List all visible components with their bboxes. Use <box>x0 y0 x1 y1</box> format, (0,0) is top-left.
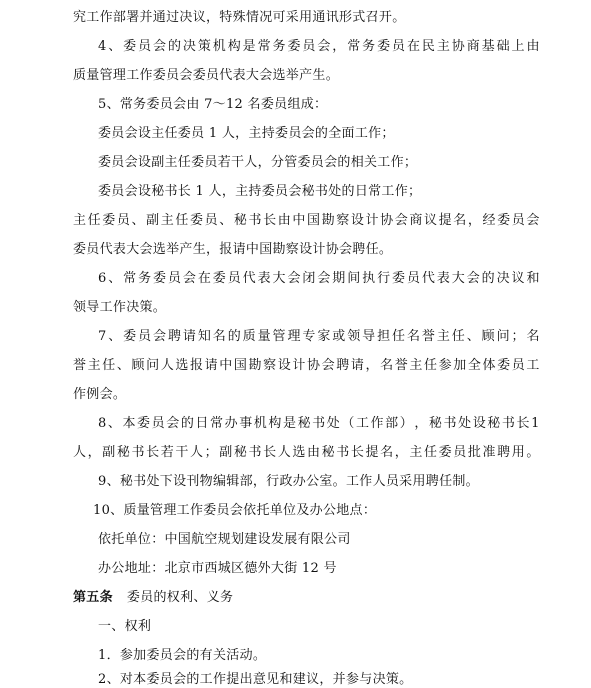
text-line: 10、质量管理工作委员会依托单位及办公地点： <box>93 503 377 518</box>
text-line: 委员会设主任委员 1 人，主持委员会的全面工作； <box>98 126 395 141</box>
text-line: 质量管理工作委员会委员代表大会选举产生。 <box>73 68 340 83</box>
text-line: 人 ， 副 秘 书 长 若 干 人 ； 副 秘 书 长 人 选 由 秘 书 长 提 名 ， 主 任 委 员 批 准 聘 用 。 <box>73 445 540 460</box>
text-line: 6 、 常 务 委 员 会 在 委 员 代 表 大 会 闭 会 期 间 执 行 委 员 代 表 大 会 的 决 议 和 <box>98 271 540 286</box>
text-line: 誉 主 任 、 顾 问 人 选 报 请 中 国 勘 察 设 计 协 会 聘 请 ， 名 誉 主 任 参 加 全 体 委 员 工 <box>73 358 540 373</box>
text-line: 9、秘书处下设刊物编辑部，行政办公室。工作人员采用聘任制。 <box>98 474 479 489</box>
text-line: 1．参加委员会的有关活动。 <box>98 648 267 663</box>
text-line: 委员会设秘书长 1 人，主持委员会秘书处的日常工作； <box>98 184 422 199</box>
text-line: 究工作部署并通过决议，特殊情况可采用通讯形式召开。 <box>73 10 406 25</box>
article-title: 委员的权利、义务 <box>126 590 234 605</box>
text-line: 依托单位：中国航空规划建设发展有限公司 <box>98 532 351 547</box>
text-line: 办公地址：北京市西城区德外大街 12 号 <box>98 561 337 576</box>
section-heading: 一、权利 <box>98 619 152 634</box>
text-line: 领导工作决策。 <box>73 300 167 315</box>
text-line: 7 、 委 员 会 聘 请 知 名 的 质 量 管 理 专 家 或 领 导 担 任 名 誉 主 任 、 顾 问 ； 名 <box>98 329 540 344</box>
text-line: 8 、 本 委 员 会 的 日 常 办 事 机 构 是 秘 书 处 （ 工 作 部 ） ， 秘 书 处 设 秘 书 长 1 <box>98 416 540 431</box>
text-line: 5、常务委员会由 7～12 名委员组成： <box>98 97 328 112</box>
text-line: 委员会设副主任委员若干人，分管委员会的相关工作； <box>98 155 418 170</box>
text-line: 主 任 委 员 、 副 主 任 委 员 、 秘 书 长 由 中 国 勘 察 设 计 协 会 商 议 提 名 ， 经 委 员 会 <box>73 213 540 228</box>
text-line: 2、对本委员会的工作提出意见和建议，并参与决策。 <box>98 672 413 687</box>
text-line: 4 、 委 员 会 的 决 策 机 构 是 常 务 委 员 会 ， 常 务 委 员 在 民 主 协 商 基 础 上 由 <box>98 39 540 54</box>
article-heading-line <box>73 590 233 606</box>
article-heading: 第五条 <box>73 590 113 605</box>
text-line: 委员代表大会选举产生，报请中国勘察设计协会聘任。 <box>73 242 393 257</box>
text-line: 作例会。 <box>73 387 127 402</box>
